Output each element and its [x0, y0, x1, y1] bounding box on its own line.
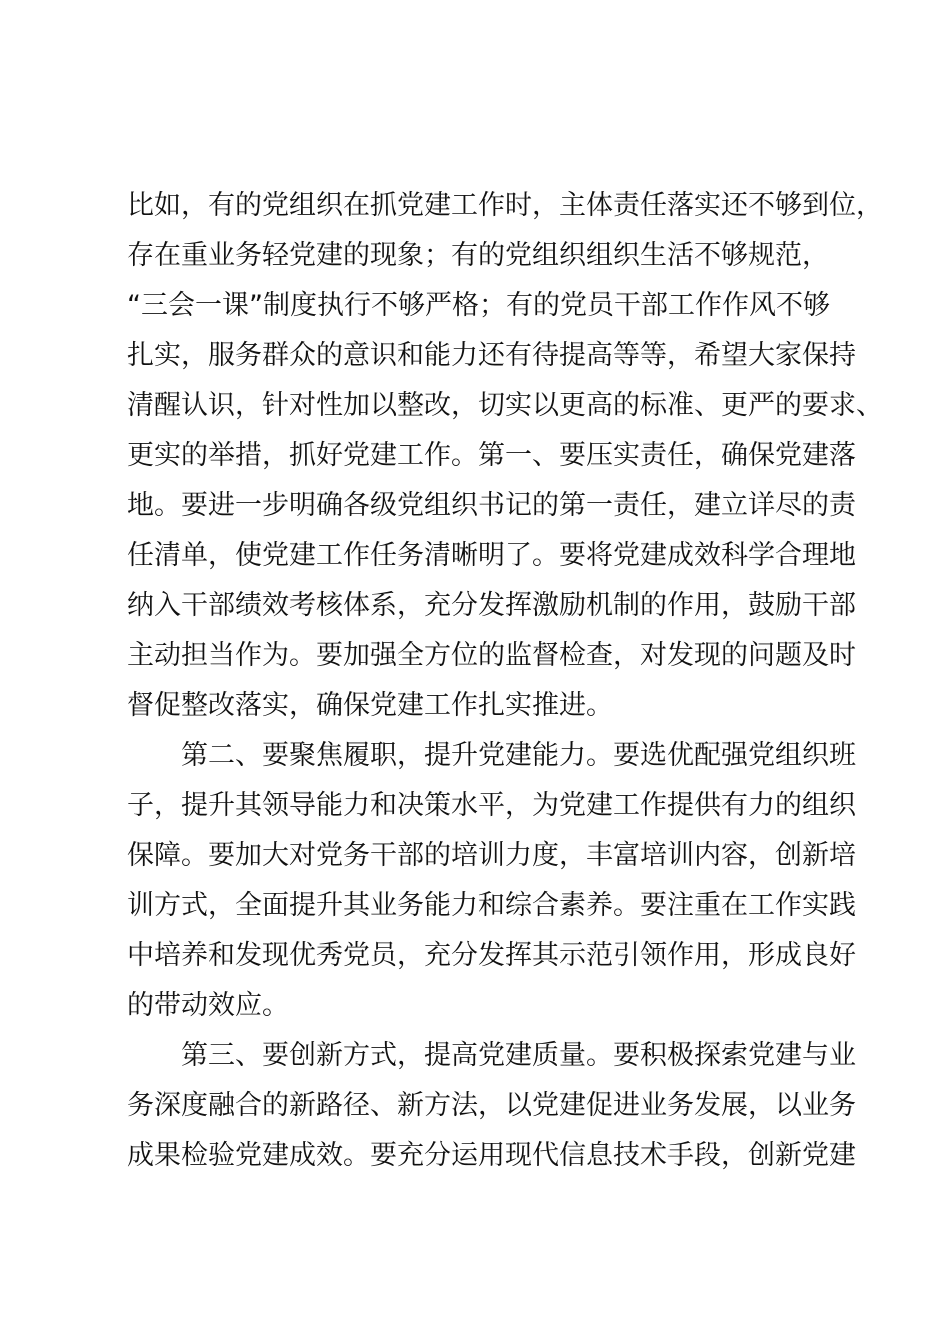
paragraph-start-line: 第三、要创新方式，提高党建质量。要积极探索党建与业: [181, 1040, 856, 1071]
text-line: 督促整改落实，确保党建工作扎实推进。: [127, 690, 613, 721]
text-line: 存在重业务轻党建的现象；有的党组织组织生活不够规范，: [127, 240, 829, 271]
text-line: 主动担当作为。要加强全方位的监督检查，对发现的问题及时: [127, 640, 856, 671]
text-line: 比如，有的党组织在抓党建工作时，主体责任落实还不够到位，: [127, 190, 883, 221]
text-line: 任清单，使党建工作任务清晰明了。要将党建成效科学合理地: [127, 540, 856, 571]
text-line: 保障。要加大对党务干部的培训力度，丰富培训内容，创新培: [127, 840, 856, 871]
text-line: 更实的举措，抓好党建工作。第一、要压实责任，确保党建落: [127, 440, 856, 471]
text-line: 的带动效应。: [127, 990, 289, 1021]
text-line: 纳入干部绩效考核体系，充分发挥激励机制的作用，鼓励干部: [127, 590, 856, 621]
text-line: 务深度融合的新路径、新方法，以党建促进业务发展，以业务: [127, 1090, 856, 1121]
text-line: 清醒认识，针对性加以整改，切实以更高的标准、更严的要求、: [127, 390, 883, 421]
text-line: 中培养和发现优秀党员，充分发挥其示范引领作用，形成良好: [127, 940, 856, 971]
text-line: “三会一课”制度执行不够严格；有的党员干部工作作风不够: [127, 290, 830, 321]
paragraph-start-line: 第二、要聚焦履职，提升党建能力。要选优配强党组织班: [181, 740, 856, 771]
document-body: [127, 181, 883, 1181]
text-line: 子，提升其领导能力和决策水平，为党建工作提供有力的组织: [127, 790, 856, 821]
text-line: 训方式，全面提升其业务能力和综合素养。要注重在工作实践: [127, 890, 856, 921]
text-line: 地。要进一步明确各级党组织书记的第一责任，建立详尽的责: [127, 490, 856, 521]
text-line: 成果检验党建成效。要充分运用现代信息技术手段，创新党建: [127, 1140, 856, 1171]
text-line: 扎实，服务群众的意识和能力还有待提高等等，希望大家保持: [127, 340, 856, 371]
